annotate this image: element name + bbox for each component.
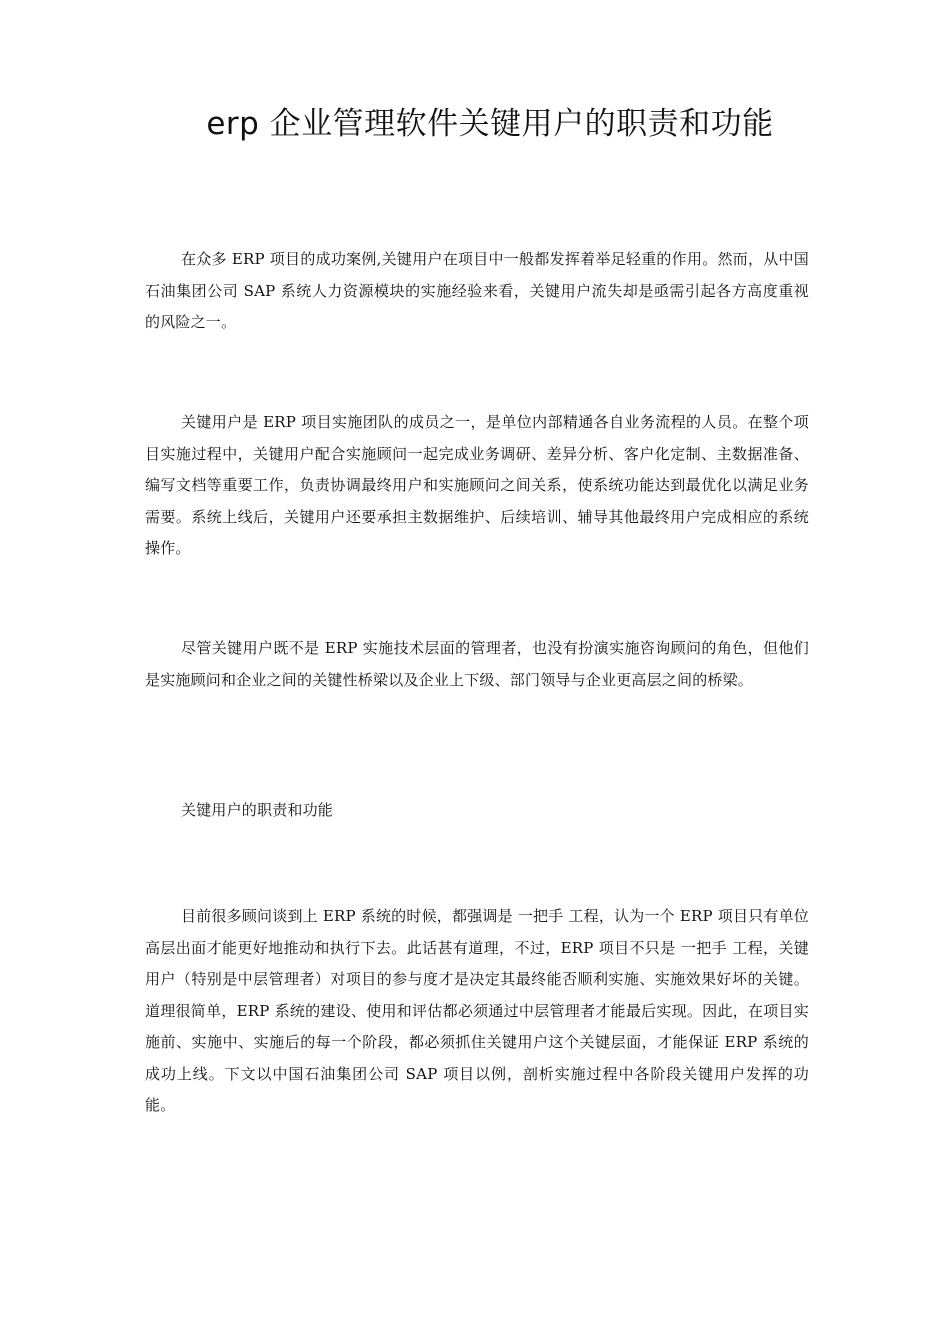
paragraph-bridge-role: 尽管关键用户既不是 ERP 实施技术层面的管理者，也没有扮演实施咨询顾问的角色，但他们是实施顾问和企业之间的关键性桥梁以及企业上下级、部门领导与企业更高层之间的桥梁。 (145, 639, 809, 689)
document-title: erp 企业管理软件关键用户的职责和功能 (206, 106, 774, 142)
paragraph-intro: 在众多 ERP 项目的成功案例,关键用户在项目中一般都发挥着举足轻重的作用。然而，从中国石油集团公司 SAP 系统人力资源模块的实施经验来看，关键用户流失却是亟需引起各方高度重视的风险之一。 (145, 250, 809, 331)
section-heading: 关键用户的职责和功能 (181, 801, 334, 819)
paragraph-key-user-definition: 关键用户是 ERP 项目实施团队的成员之一，是单位内部精通各自业务流程的人员。在整个项目实施过程中，关键用户配合实施顾问一起完成业务调研、差异分析、客户化定制、主数据准备、编写文档等重要工作，负责协调最终用户和实施顾问之间关系，使系统功能达到最优化以满足业务需要。系统上线后，关键用户还要承担主数据维护、后续培训、辅导其他最终用户完成相应的系统操作。 (145, 413, 809, 557)
paragraph-middle-management: 目前很多顾问谈到上 ERP 系统的时候，都强调是 一把手 工程，认为一个 ERP 项目只有单位高层出面才能更好地推动和执行下去。此话甚有道理，不过，ERP 项目不只是 一把手 工程，关键用户（特别是中层管理者）对项目的参与度才是决定其最终能否顺利实施、实施效果好坏的关键。道理很简单，ERP 系统的建设、使用和评估都必须通过中层管理者才能最后实现。因此，在项目实施前、实施中、实施后的每一个阶段，都必须抓住关键用户这个关键层面，才能保证 ERP 系统的成功上线。下文以中国石油集团公司 SAP 项目以例，剖析实施过程中各阶段关键用户发挥的功能。 (145, 907, 809, 1114)
